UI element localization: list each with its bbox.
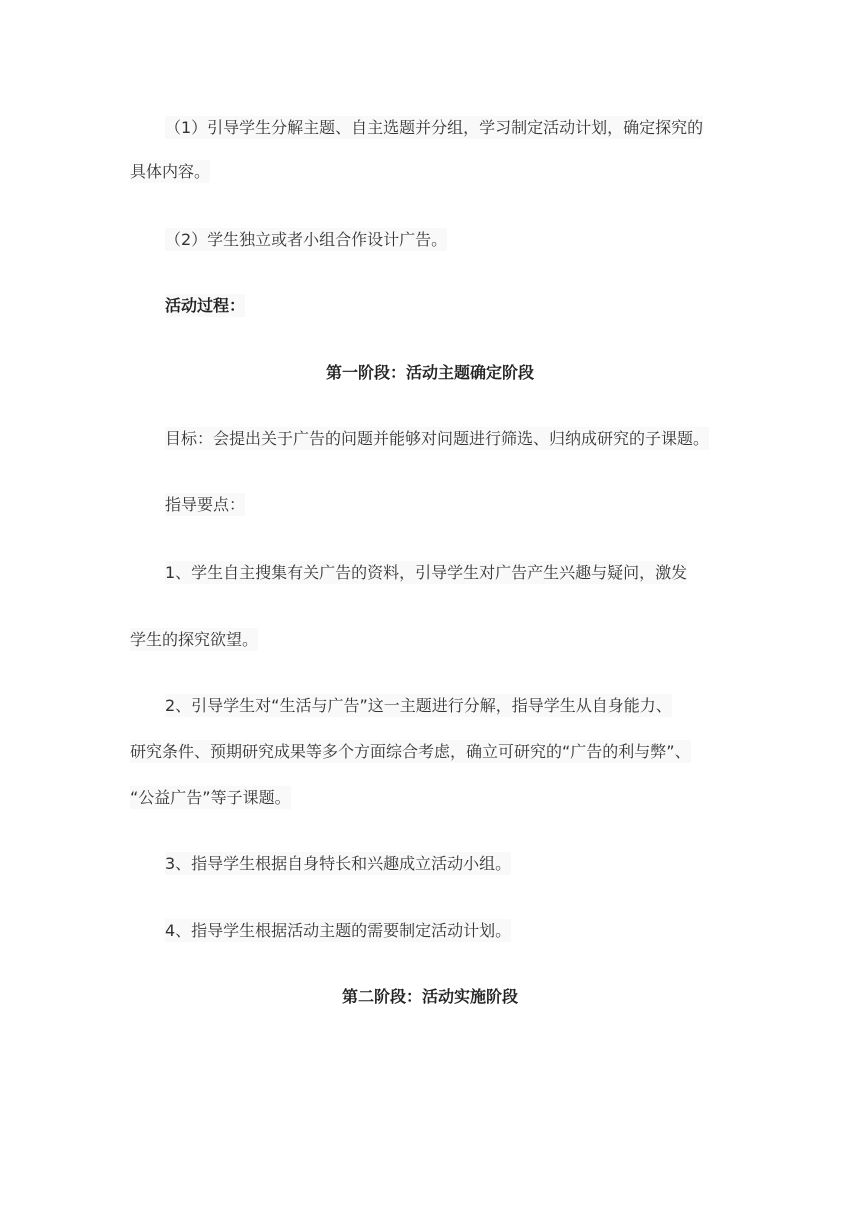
item-1-line-2 (130, 628, 258, 652)
paragraph-text: 具体内容。 (130, 162, 211, 181)
heading-text: 第一阶段：活动主题确定阶段 (325, 363, 534, 382)
stage-1-heading (0, 361, 860, 385)
list-item-text: 4、指导学生根据活动主题的需要制定活动计划。 (165, 921, 512, 940)
label-text: 指导要点： (165, 495, 246, 514)
label-text: 活动过程： (165, 296, 246, 315)
list-item-text: 研究条件、预期研究成果等多个方面综合考虑，确立可研究的“广告的利与弊”、 (130, 742, 691, 761)
item-2-line-3 (130, 786, 291, 810)
paragraph-text: 目标：会提出关于广告的问题并能够对问题进行筛选、归纳成研究的子课题。 (165, 429, 710, 448)
item-2-line-1 (165, 694, 672, 718)
list-item-text: 2、引导学生对“生活与广告”这一主题进行分解，指导学生从自身能力、 (165, 696, 672, 715)
goal-paragraph (165, 427, 709, 451)
list-item-text: 3、指导学生根据自身特长和兴趣成立活动小组。 (165, 854, 512, 873)
process-label (165, 294, 245, 318)
paragraph-text: （1）引导学生分解主题、自主选题并分组，学习制定活动计划，确定探究的 (165, 118, 704, 137)
item-1-line-1 (165, 561, 687, 585)
paragraph-text: （2）学生独立或者小组合作设计广告。 (165, 230, 448, 249)
stage-2-heading (0, 985, 860, 1009)
item-4 (165, 919, 511, 943)
paragraph-1-line-1 (165, 116, 703, 140)
heading-text: 第二阶段：活动实施阶段 (341, 987, 518, 1006)
list-item-text: 1、学生自主搜集有关广告的资料，引导学生对广告产生兴趣与疑问，激发 (165, 563, 688, 582)
guide-label (165, 493, 245, 517)
list-item-text: 学生的探究欲望。 (130, 630, 259, 649)
item-3 (165, 852, 511, 876)
item-2-line-2 (130, 740, 691, 764)
paragraph-1-line-2 (130, 160, 210, 184)
paragraph-2 (165, 228, 447, 252)
list-item-text: “公益广告”等子课题。 (130, 788, 291, 807)
